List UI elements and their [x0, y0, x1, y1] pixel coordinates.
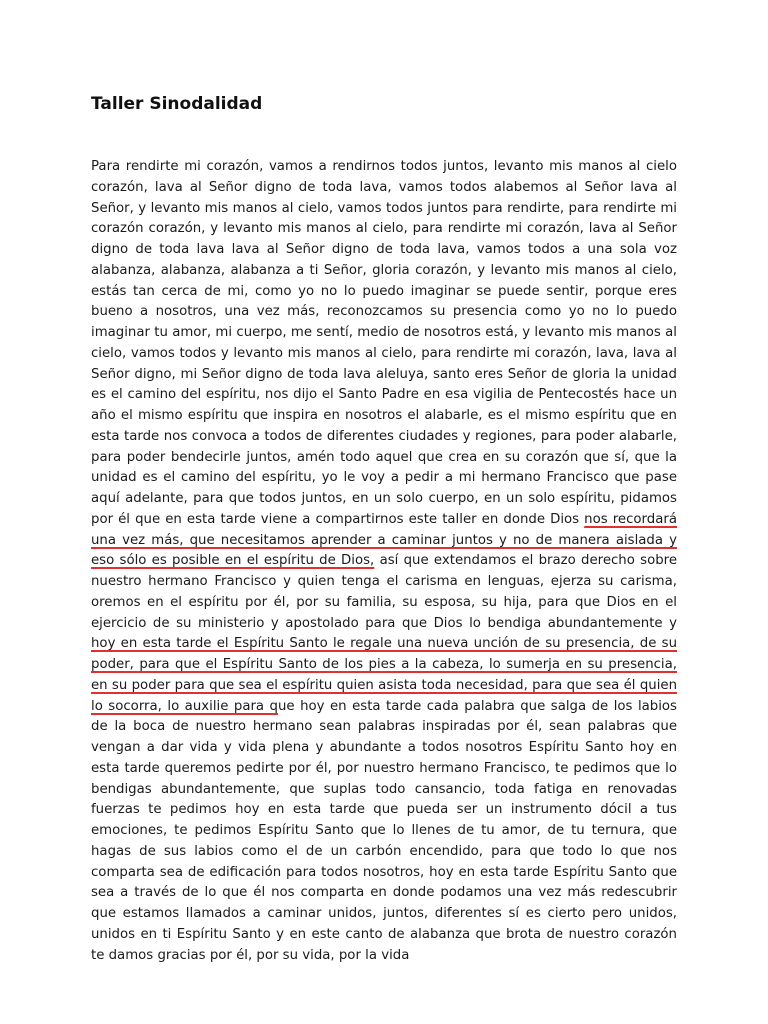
underlined-segment: hoy en esta tarde el Espíritu Santo le regale una nueva unción de su presencia, de su poder, para que el Espíritu Santo de los pies a la cabeza, lo sumerja en su presencia, en su poder para que sea el espíritu quien asista toda necesidad, para que sea él quien lo socorra, lo auxilie para q [91, 636, 677, 714]
body-segment: ue hoy en esta tarde cada palabra que salga de los labios de la boca de nuestro hermano sean palabras inspiradas por él, sean palabras que vengan a dar vida y vida plena y abundante a todos nosotros Espíritu Santo hoy en esta tarde queremos pedirte por él, por nuestro hermano Francisco, te pedimos que lo bendigas abundantemente, que suplas todo cansancio, toda fatiga en renovadas fuerzas te pedimos hoy en esta tarde que pueda ser un instrumento dócil a tus emociones, te pedimos Espíritu Santo que lo llenes de tu amor, de tu ternura, que hagas de sus labios como el de un carbón encendido, para que todo lo que nos comparta sea de edificación para todos nosotros, hoy en esta tarde Espíritu Santo que sea a través de lo que él nos comparta en donde podamos una vez más redescubrir que estamos llamados a caminar unidos, juntos, diferentes sí es cierto pero unidos, unidos en ti Espíritu Santo y en este canto de alabanza que brota de nuestro corazón te damos gracias por él, por su vida, por la vida [91, 698, 677, 963]
body-segment: así que extendamos el brazo derecho sobre nuestro hermano Francisco y quien tenga el carisma en lenguas, ejerza su carisma, oremos en el espíritu por él, por su familia, su esposa, su hija, para que Dios en el ejercicio de su ministerio y apostolado para que Dios lo bendiga abundantemente y [91, 553, 677, 631]
body-segment: Para rendirte mi corazón, vamos a rendirnos todos juntos, levanto mis manos al cielo corazón, lava al Señor digno de toda lava, vamos todos alabemos al Señor lava al Señor, y levanto mis manos al cielo, vamos todos juntos para rendirte, para rendirte mi corazón corazón, y levanto mis manos al cielo, para rendirte mi corazón, lava al Señor digno de toda lava lava al Señor digno de toda lava, vamos todos a una sola voz alabanza, alabanza, alabanza a ti Señor, gloria corazón, y levanto mis manos al cielo, estás tan cerca de mi, como yo no lo puedo imaginar se puede sentir, porque eres bueno a nosotros, una vez más, reconozcamos su presencia como yo no lo puedo imaginar tu amor, mi cuerpo, me sentí, medio de nosotros está, y levanto mis manos al cielo, vamos todos y levanto mis manos al cielo, para rendirte mi corazón, lava, lava al Señor digno, mi Señor digno de toda lava aleluya, santo eres Señor de gloria la unidad es el camino del espíritu, nos dijo el Santo Padre en esa vigilia de Pentecostés hace un año el mismo espíritu que inspira en nosotros el alabarle, es el mismo espíritu que en esta tarde nos convoca a todos de diferentes ciudades y regiones, para poder alabarle, para poder bendecirle juntos, amén todo aquel que crea en su corazón que sí, que la unidad es el camino del espíritu, yo le voy a pedir a mi hermano Francisco que pase aquí adelante, para que todos juntos, en un solo cuerpo, en un solo espíritu, pidamos por él que en esta tarde viene a compartirnos este taller en donde Dios [91, 159, 677, 527]
document-body [91, 157, 677, 966]
page-title: Taller Sinodalidad [91, 94, 263, 114]
underlined-segment: nos recordará una vez más, que necesitamos aprender a caminar juntos y no de manera aislada y eso sólo es posible en el espíritu de Dios, [91, 511, 677, 569]
